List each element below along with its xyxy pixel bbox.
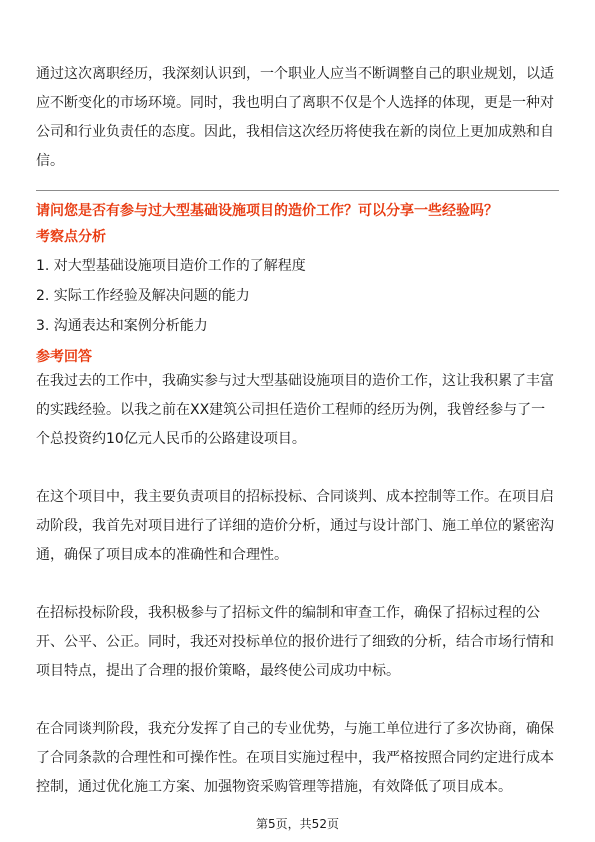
- answer-paragraph: 在这个项目中，我主要负责项目的招标投标、合同谈判、成本控制等工作。在项目启动阶段，我首先对项目进行了详细的造价分析，通过与设计部门、施工单位的紧密沟通，确保了项目成本的准确性和合理性。: [36, 489, 554, 563]
- analysis-heading: 考察点分析: [36, 229, 106, 245]
- analysis-point: 2. 实际工作经验及解决问题的能力: [36, 288, 250, 304]
- analysis-point: 1. 对大型基础设施项目造价工作的了解程度: [36, 258, 306, 274]
- section-divider: [36, 190, 559, 191]
- question-title: 请问您是否有参与过大型基础设施项目的造价工作？可以分享一些经验吗？: [36, 203, 498, 219]
- answer-paragraph: 在招标投标阶段，我积极参与了招标文件的编制和审查工作，确保了招标过程的公开、公平、公正。同时，我还对投标单位的报价进行了细致的分析，结合市场行情和项目特点，提出了合理的报价策略，最终使公司成功中标。: [36, 605, 554, 679]
- document-page: [36, 60, 559, 802]
- analysis-point: 3. 沟通表达和案例分析能力: [36, 318, 208, 334]
- answer-paragraph: 在合同谈判阶段，我充分发挥了自己的专业优势，与施工单位进行了多次协商，确保了合同条款的合理性和可操作性。在项目实施过程中，我严格按照合同约定进行成本控制，通过优化施工方案、加强物资采购管理等措施，有效降低了项目成本。: [36, 721, 554, 795]
- page-number-footer: 第5页，共52页: [256, 817, 339, 831]
- answer-heading: 参考回答: [36, 349, 92, 365]
- intro-paragraph: 通过这次离职经历，我深刻认识到，一个职业人应当不断调整自己的职业规划，以适应不断变化的市场环境。同时，我也明白了离职不仅是个人选择的体现，更是一种对公司和行业负责任的态度。因此，我相信这次经历将使我在新的岗位上更加成熟和自信。: [36, 66, 554, 169]
- answer-paragraph: 在我过去的工作中，我确实参与过大型基础设施项目的造价工作，这让我积累了丰富的实践经验。以我之前在XX建筑公司担任造价工程师的经历为例，我曾经参与了一个总投资约10亿元人民币的公路建设项目。: [36, 373, 554, 447]
